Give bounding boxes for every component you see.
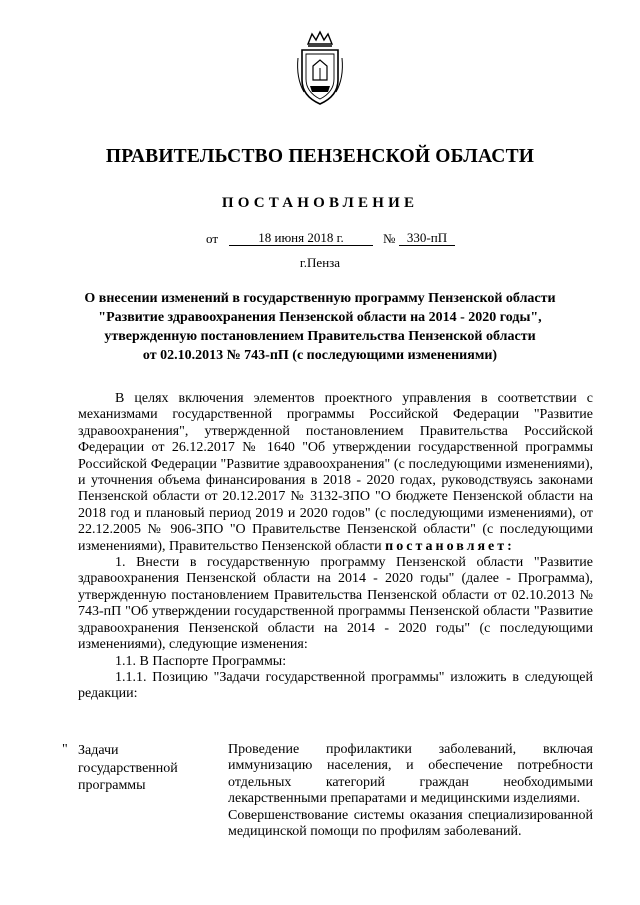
government-name: ПРАВИТЕЛЬСТВО ПЕНЗЕНСКОЙ ОБЛАСТИ	[105, 146, 535, 167]
document-title	[60, 289, 580, 365]
title-line: "Развитие здравоохранения Пензенской области на 2014 - 2020 годы",	[98, 310, 542, 325]
coat-of-arms-emblem	[294, 30, 346, 108]
document-number: 330-пП	[399, 231, 455, 246]
document-body	[78, 391, 593, 703]
item-1-1: 1.1. В Паспорте Программы:	[115, 653, 287, 669]
intro-text: В целях включения элементов проектного управления в соответствии с механизмами государственной программы Российской Федерации "Развитие здравоохранения", утвержденной постановлением Правительства Российской Федерации от 26.12.2017 № 1640 "Об утверждении государственной программы Российской Федерации "Развитие здравоохранения" (с последующими изменениями), и уточнения объема финансирования в 2018 - 2020 годах, руководствуясь законами Пензенской области от 20.12.2017 № 3132-ЗПО "О бюджете Пензенской области на 2018 год и плановый период 2019 и 2020 годов" (с последующими изменениями), от 22.12.2005 № 906-ЗПО "О Правительстве Пензенской области" (с последующими изменениями), Правительство Пензенской области	[78, 391, 593, 554]
date-prefix: от	[206, 231, 219, 246]
document-date: 18 июня 2018 г.	[229, 231, 373, 246]
table-value	[228, 742, 593, 840]
title-line: О внесении изменений в государственную программу Пензенской области	[84, 291, 556, 306]
item-1-1-1: 1.1.1. Позицию "Задачи государственной программы" изложить в следующей редакции:	[78, 669, 593, 702]
intro-paragraph	[78, 391, 593, 555]
document-type: ПОСТАНОВЛЕНИЕ	[221, 195, 419, 211]
item-1: 1. Внести в государственную программу Пензенской области "Развитие здравоохранения Пензенской области на 2014 - 2020 годы" (далее - Программа), утвержденную постановлением Правительства Пензенской области от 02.10.2013 № 743-пП "Об утверждении государственной программы Пензенской области "Развитие здравоохранения Пензенской области на 2014 - 2020 годы" (с последующими изменениями), следующие изменения:	[78, 555, 593, 653]
task-item: Проведение профилактики заболеваний, включая иммунизацию населения, и обеспечение потребности отдельных категорий граждан необходимыми лекарственными препаратами и медицинскими изделиями.	[228, 742, 593, 807]
opening-quote: "	[62, 742, 68, 757]
number-prefix: №	[383, 231, 396, 246]
task-item: Совершенствование системы оказания специализированной медицинской помощи по профилям заболеваний.	[228, 807, 593, 840]
city: г.Пенза	[299, 255, 341, 270]
title-line: утвержденную постановлением Правительства Пензенской области	[104, 329, 536, 344]
title-line: от 02.10.2013 № 743-пП (с последующими изменениями)	[142, 348, 498, 363]
resolves-word: постановляет:	[385, 538, 515, 554]
table-label: Задачи государственной программы	[78, 743, 178, 793]
